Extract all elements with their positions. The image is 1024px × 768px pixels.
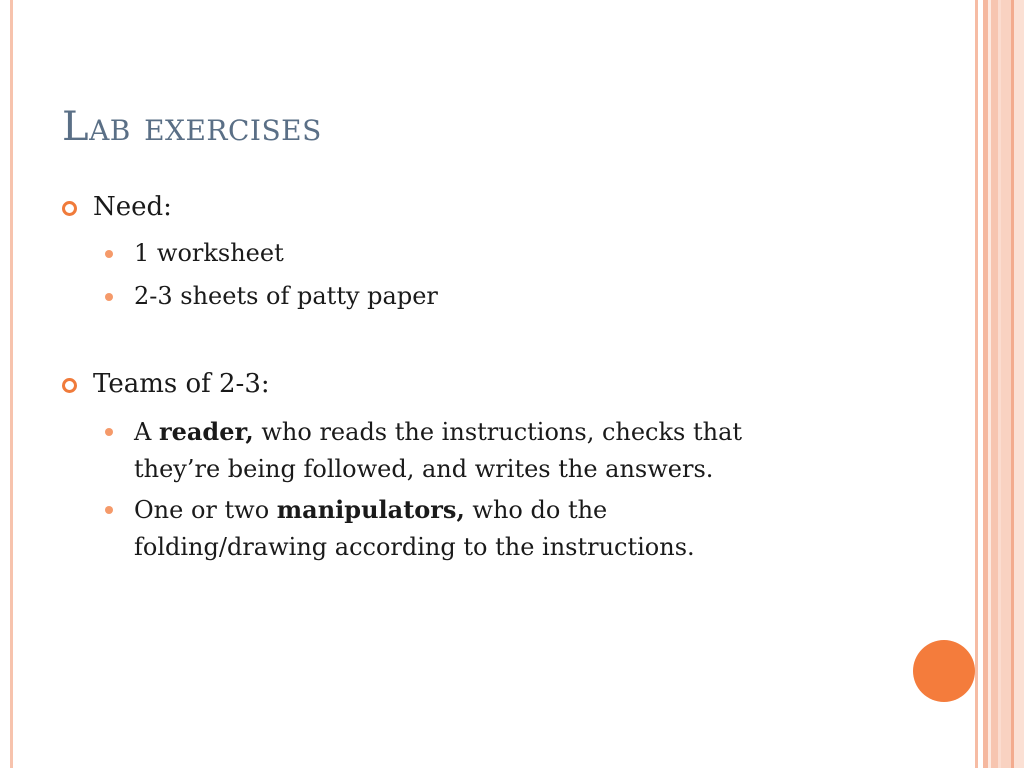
orange-ring-icon [62, 378, 77, 393]
bold-term: reader, [158, 417, 254, 446]
text-prefix: One or two [134, 496, 277, 524]
sub-bullet-line: folding/drawing according to the instructions. [134, 533, 695, 561]
left-border-line [10, 0, 13, 768]
sub-bullet-text [134, 278, 854, 315]
right-stripe [991, 0, 998, 768]
sub-bullet-text [134, 235, 854, 272]
slide-title: Lab exercises [62, 104, 322, 150]
sub-bullet-text [134, 413, 854, 488]
sub-bullet-line: 1 worksheet [134, 239, 284, 267]
text-prefix: A [134, 418, 159, 446]
sub-bullet-text [134, 491, 854, 566]
text-rest: who reads the instructions, checks that [253, 418, 743, 446]
bullet-heading: Need: [93, 192, 172, 222]
sub-bullet-line: they’re being followed, and writes the answers. [134, 455, 714, 483]
orange-dot-icon [105, 293, 113, 301]
bullet-heading: Teams of 2-3: [93, 369, 270, 399]
bold-term: manipulators, [276, 495, 465, 524]
right-stripe [1014, 0, 1024, 768]
decorative-circle [913, 640, 975, 702]
sub-bullet-line [134, 413, 854, 451]
orange-dot-icon [105, 428, 113, 436]
sub-bullet-line: 2-3 sheets of patty paper [134, 282, 438, 310]
text-rest: who do the [464, 496, 608, 524]
orange-dot-icon [105, 250, 113, 258]
orange-ring-icon [62, 201, 77, 216]
sub-bullet-line [134, 491, 854, 529]
orange-dot-icon [105, 506, 113, 514]
right-stripe [1001, 0, 1011, 768]
